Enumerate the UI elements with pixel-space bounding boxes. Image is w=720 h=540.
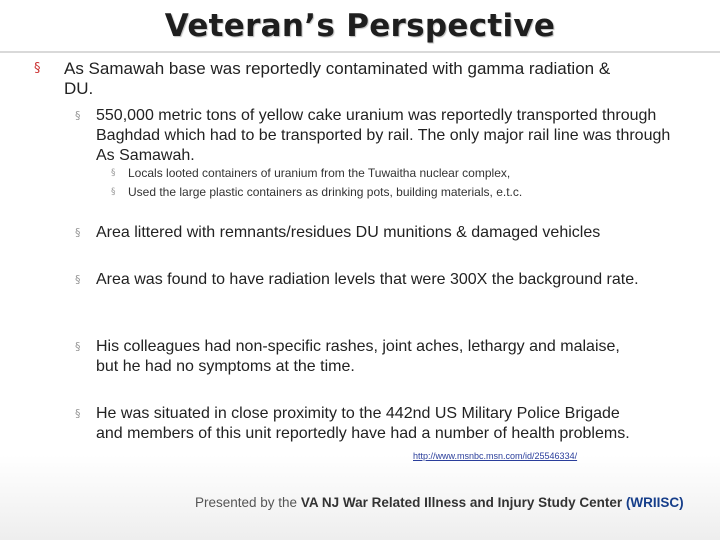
bullet-radiation-levels: Area was found to have radiation levels that were 300X the background rate.: [96, 271, 639, 288]
bullet-marker: §: [111, 168, 116, 178]
title-divider: [0, 51, 720, 53]
bullet-plastic-containers: Used the large plastic containers as drinking pots, building materials, e.t.c.: [128, 185, 523, 199]
footer: [195, 494, 684, 512]
footer-presented-by: Presented by the: [195, 495, 298, 510]
source-link[interactable]: http://www.msnbc.msn.com/id/25546334/: [413, 451, 578, 461]
bullet-du-remnants: Area littered with remnants/residues DU munitions & damaged vehicles: [96, 224, 601, 241]
bullet-marker: §: [75, 407, 81, 420]
bullet-samawah-contamination: As Samawah base was reportedly contaminated with gamma radiation & DU.: [64, 59, 611, 98]
bullet-tuwaitha-looting: Locals looted containers of uranium from the Tuwaitha nuclear complex,: [128, 166, 511, 180]
bullet-marker: §: [75, 109, 81, 122]
bullet-yellow-cake-transport: 550,000 metric tons of yellow cake uranium was reportedly transported through Baghdad which had to be transported by rail. The only major rail line was through As Samawah.: [96, 107, 671, 164]
slide-title: Veteran’s Perspective: [164, 8, 556, 44]
footer-organization: VA NJ War Related Illness and Injury Study Center: [300, 495, 623, 510]
bullet-marker: §: [75, 340, 81, 353]
bullet-marker: §: [111, 187, 116, 197]
bullet-marker: §: [75, 273, 81, 286]
bullet-marker: §: [34, 61, 41, 76]
bullet-military-police-brigade: He was situated in close proximity to the 442nd US Military Police Brigade and members of this unit reportedly have had a number of health problems.: [96, 405, 630, 442]
footer-acronym: (WRIISC): [625, 495, 684, 510]
bullet-colleague-symptoms: His colleagues had non-specific rashes, joint aches, lethargy and malaise, but he had no symptoms at the time.: [96, 338, 620, 375]
bullet-marker: §: [75, 226, 81, 239]
